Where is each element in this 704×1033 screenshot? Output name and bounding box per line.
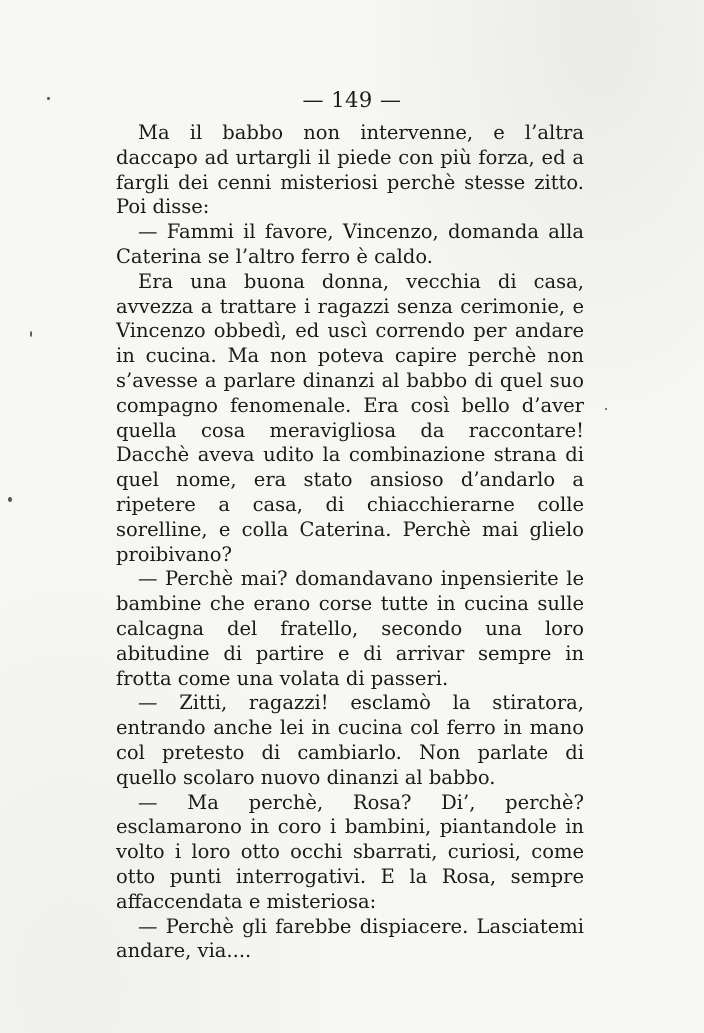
paper-speck xyxy=(47,97,50,100)
paper-speck xyxy=(605,408,607,410)
paragraph: — Perchè mai? domandavano inpensierite le bambine che erano corse tutte in cucina sulle calcagna del fratello, secondo una loro abitudine di partire e di arrivar sempre in frotta come una volata di passeri. xyxy=(116,567,584,690)
paper-speck xyxy=(8,497,12,502)
paragraph: Era una buona donna, vecchia di casa, avvezza a trattare i ragazzi senza cerimonie, e Vincenzo obbedì, ed uscì correndo per andare in cucina. Ma non poteva capire perchè non s’avesse a parlare dinanzi al babbo di quel suo compagno fenomenale. Era così bello d’aver quella cosa meravigliosa da raccontare! Dacchè aveva udito la combinazione strana di quel nome, era stato ansioso d’andarlo a ripetere a casa, di chiacchierarne colle sorelline, e colla Caterina. Perchè mai glielo proibivano? xyxy=(116,269,584,566)
paragraph: Ma il babbo non intervenne, e l’altra daccapo ad urtargli il piede con più forza, ed a fargli dei cenni misteriosi perchè stesse zitto. Poi disse: xyxy=(116,121,584,219)
page-number: — 149 — xyxy=(302,88,402,112)
paragraph: — Ma perchè, Rosa? Di’, perchè? esclamarono in coro i bambini, piantandole in volto i loro otto occhi sbarrati, curiosi, come otto punti interrogativi. E la Rosa, sempre affaccendata e misteriosa: xyxy=(116,790,584,913)
paragraph: — Fammi il favore, Vincenzo, domanda alla Caterina se l’altro ferro è caldo. xyxy=(116,220,584,268)
paragraph: — Perchè gli farebbe dispiacere. Lasciatemi andare, via.... xyxy=(116,914,584,963)
page-body xyxy=(116,121,584,964)
paper-speck xyxy=(30,331,32,337)
paragraph: — Zitti, ragazzi! esclamò la stiratora, entrando anche lei in cucina col ferro in mano col pretesto di cambiarlo. Non parlate di quello scolaro nuovo dinanzi al babbo. xyxy=(116,691,584,789)
